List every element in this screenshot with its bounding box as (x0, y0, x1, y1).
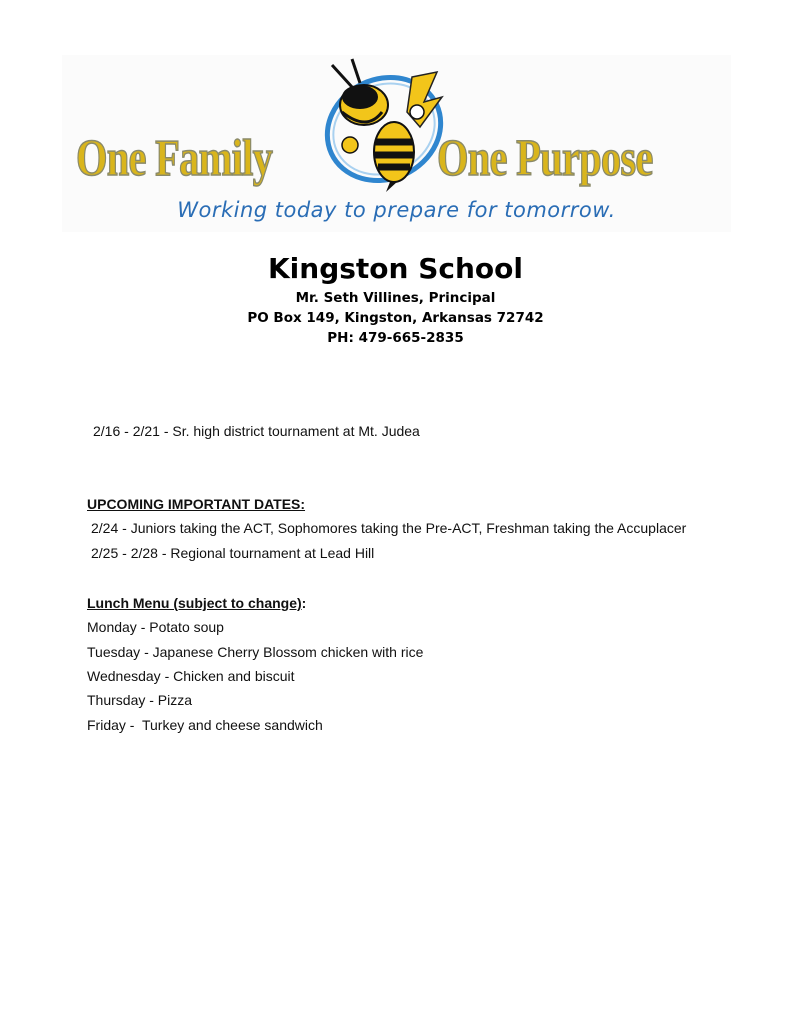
logo-banner (62, 55, 731, 232)
school-name: Kingston School (267, 252, 523, 285)
lunch-heading-colon: : (301, 595, 307, 611)
upcoming-heading: UPCOMING IMPORTANT DATES: (87, 496, 306, 512)
upcoming-item: 2/24 - Juniors taking the ACT, Sophomores taking the Pre-ACT, Freshman taking the Accuplacer (91, 520, 687, 536)
lunch-heading: Lunch Menu (subject to change) (87, 595, 302, 611)
school-address: PO Box 149, Kingston, Arkansas 72742 (247, 310, 544, 326)
upcoming-item: 2/25 - 2/28 - Regional tournament at Lead Hill (91, 545, 375, 561)
lunch-item: Monday - Potato soup (87, 619, 224, 635)
lunch-heading-row (87, 594, 306, 612)
lunch-item: Thursday - Pizza (87, 692, 193, 708)
principal-name: Mr. Seth Villines, Principal (295, 290, 496, 306)
banner-tagline: Working today to prepare for tomorrow. (177, 198, 616, 222)
banner-right-word: One Purpose (437, 130, 653, 187)
lunch-item: Friday - Turkey and cheese sandwich (87, 717, 323, 733)
banner-left-word: One Family (76, 130, 273, 187)
lunch-item: Tuesday - Japanese Cherry Blossom chicken with rice (87, 644, 424, 660)
hornet-mascot-icon (312, 57, 452, 192)
school-header (0, 250, 791, 348)
current-event: 2/16 - 2/21 - Sr. high district tournament at Mt. Judea (93, 423, 420, 439)
lunch-item: Wednesday - Chicken and biscuit (87, 668, 295, 684)
school-phone: PH: 479-665-2835 (327, 330, 464, 346)
